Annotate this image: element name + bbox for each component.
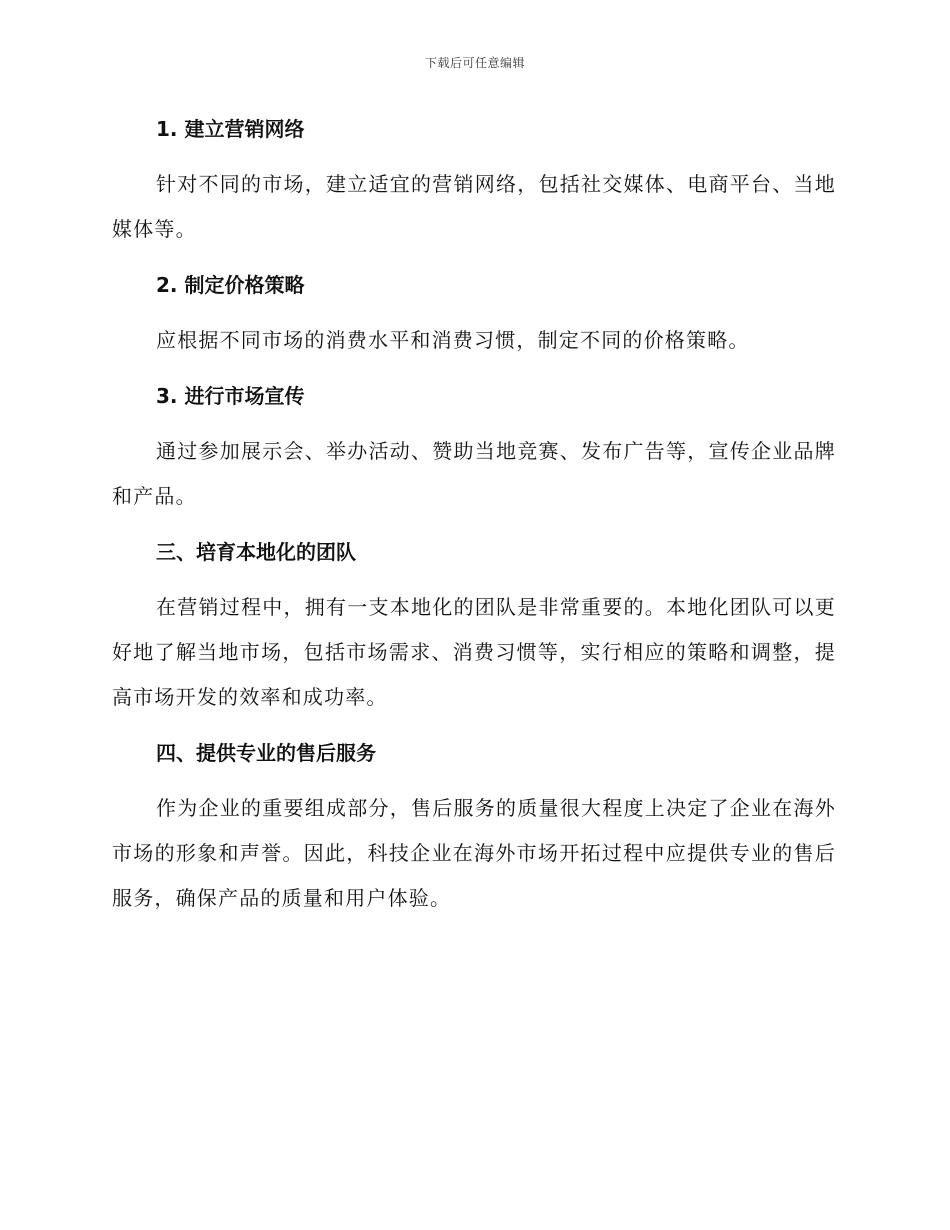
section-5 — [112, 733, 836, 921]
section-paragraph: 应根据不同市场的消费水平和消费习惯，制定不同的价格策略。 — [156, 328, 750, 352]
section-heading: 3. 进行市场宣传 — [156, 384, 305, 408]
section-2 — [112, 265, 836, 376]
section-1 — [112, 109, 836, 265]
page-header-note: 下载后可任意编辑 — [424, 56, 525, 70]
section-paragraph: 针对不同的市场，建立适宜的营销网络，包括社交媒体、电商平台、当地媒体等。 — [112, 172, 836, 241]
section-heading: 1. 建立营销网络 — [156, 117, 305, 141]
section-3 — [112, 376, 836, 532]
section-paragraph: 通过参加展示会、举办活动、赞助当地竞赛、发布广告等，宣传企业品牌和产品。 — [112, 439, 836, 508]
section-heading: 2. 制定价格策略 — [156, 273, 305, 297]
section-paragraph: 作为企业的重要组成部分，售后服务的质量很大程度上决定了企业在海外市场的形象和声誉。因此，科技企业在海外市场开拓过程中应提供专业的售后服务，确保产品的质量和用户体验。 — [112, 796, 836, 910]
section-heading: 四、提供专业的售后服务 — [156, 741, 376, 765]
section-4 — [112, 532, 836, 733]
section-heading: 三、培育本地化的团队 — [156, 540, 356, 564]
section-paragraph: 在营销过程中，拥有一支本地化的团队是非常重要的。本地化团队可以更好地了解当地市场，包括市场需求、消费习惯等，实行相应的策略和调整，提高市场开发的效率和成功率。 — [112, 595, 836, 709]
document-body — [112, 109, 836, 921]
